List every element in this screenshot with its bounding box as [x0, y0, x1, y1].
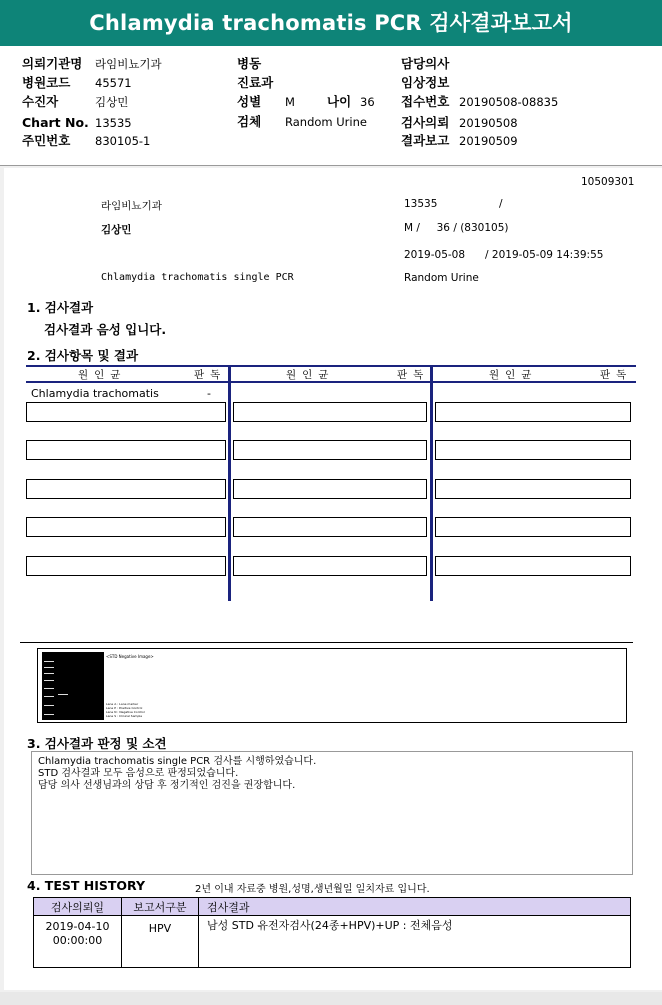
- opinion-box: [31, 751, 633, 875]
- result-cell: [435, 440, 631, 460]
- col-head-pathogen: 원인균: [78, 369, 127, 381]
- header-value: M: [285, 95, 295, 109]
- report-clinic: 라임비뇨기과: [101, 200, 162, 212]
- report-specimen: Random Urine: [404, 272, 479, 284]
- header-label: 병원코드: [22, 75, 71, 90]
- header-label: 접수번호: [401, 94, 450, 109]
- report-sex-age: M / 36 / (830105): [404, 222, 509, 234]
- header-value: 20190508-08835: [459, 95, 559, 109]
- age-value: 36: [360, 95, 375, 109]
- header-label: 검사의뢰: [401, 115, 450, 130]
- result-cell: [233, 440, 427, 460]
- header-value: 김상민: [95, 95, 129, 109]
- report-code: 10509301: [581, 176, 635, 188]
- history-time: 00:00:00: [52, 934, 103, 947]
- column-divider: [228, 365, 231, 601]
- report-page: [4, 168, 662, 990]
- opinion-line: STD 검사결과 모두 음성으로 판정되었습니다.: [38, 768, 239, 779]
- gel-legend: Lane A : Lane marker: [106, 702, 139, 706]
- history-col-result: 검사결과: [199, 898, 631, 916]
- result-cell: [435, 402, 631, 422]
- history-note: 2년 이내 자료중 병원,성명,생년월일 일치자료 입니다.: [195, 884, 430, 895]
- header-row-doctor: [0, 55, 662, 73]
- gel-legend: Lane P : Positive Control: [106, 706, 143, 710]
- col-head-result: 판독: [397, 369, 430, 381]
- header-row-report-date: [0, 132, 662, 150]
- header-label: 진료과: [237, 75, 274, 90]
- report-title: Chlamydia trachomatis PCR 검사결과보고서: [0, 0, 662, 46]
- history-col-date: 검사의뢰일: [34, 898, 122, 916]
- gel-legend: Lane N : Negative Control: [106, 710, 145, 714]
- result-cell: [26, 440, 226, 460]
- opinion-line: 담당 의사 선생님과의 상담 후 정기적인 검진을 권장합니다.: [38, 780, 296, 791]
- section1-heading: 1. 검사결과: [27, 300, 94, 315]
- result-cell: [233, 556, 427, 576]
- result-cell: [26, 402, 226, 422]
- result-cell: [26, 517, 226, 537]
- bottom-bar: [0, 992, 662, 1005]
- header-value: 20190508: [459, 116, 518, 130]
- section1-result: 검사결과 음성 입니다.: [44, 322, 167, 337]
- opinion-line: Chlamydia trachomatis single PCR 검사를 시행하였습니다.: [38, 756, 317, 767]
- header-label: 병동: [237, 56, 262, 71]
- header-label: 주민번호: [22, 133, 71, 148]
- report-slash: /: [499, 198, 503, 210]
- pathogen-name: Chlamydia trachomatis: [31, 387, 159, 400]
- report-chart-no: 13535: [404, 198, 438, 210]
- header-row-clinical-info: [0, 74, 662, 92]
- header-value: 830105-1: [95, 134, 151, 148]
- history-type: HPV: [122, 916, 199, 968]
- report-test-name: Chlamydia trachomatis single PCR: [101, 272, 294, 283]
- header-label: 수진자: [22, 94, 59, 109]
- section2-heading: 2. 검사항목 및 결과: [27, 348, 139, 363]
- header-label: 의뢰기관명: [22, 56, 83, 71]
- table-row: [34, 916, 631, 968]
- age-label: 나이: [327, 94, 352, 109]
- gel-electrophoresis-image: [42, 652, 104, 720]
- history-col-type: 보고서구분: [122, 898, 199, 916]
- column-divider: [430, 365, 433, 601]
- section4-heading: 4. TEST HISTORY: [27, 878, 146, 893]
- result-cell: [26, 556, 226, 576]
- col-head-result: 판독: [600, 369, 633, 381]
- header-value: Random Urine: [285, 115, 367, 129]
- result-cell: [435, 556, 631, 576]
- history-date: 2019-04-10: [45, 920, 110, 933]
- header-label: 성별: [237, 94, 262, 109]
- history-result: 남성 STD 유전자검사(24종+HPV)+UP : 전체음성: [199, 916, 631, 968]
- history-table: [33, 897, 631, 968]
- header-value: 13535: [95, 116, 132, 130]
- header-label: 담당의사: [401, 56, 450, 71]
- gel-legend: Lane S : Clinical Sample: [106, 714, 143, 718]
- header-label: Chart No.: [22, 115, 89, 130]
- gel-image-frame: [37, 648, 627, 723]
- gel-caption: <STD Negative Image>: [106, 654, 154, 659]
- patient-header: [0, 46, 662, 166]
- pathogen-result: -: [207, 387, 211, 400]
- col-head-pathogen: 원인균: [489, 369, 538, 381]
- header-label: 검체: [237, 114, 262, 129]
- result-cell: [435, 517, 631, 537]
- result-cell: [435, 479, 631, 499]
- section3-heading: 3. 검사결과 판정 및 소견: [27, 736, 167, 751]
- report-dates: 2019-05-08 / 2019-05-09 14:39:55: [404, 249, 604, 261]
- header-value: 20190509: [459, 134, 518, 148]
- result-cell: [233, 517, 427, 537]
- report-patient: 김상민: [101, 224, 132, 236]
- header-value: 라임비뇨기과: [95, 57, 162, 71]
- result-cell: [26, 479, 226, 499]
- header-label: 임상정보: [401, 75, 450, 90]
- header-value: 45571: [95, 76, 132, 90]
- section-divider: [20, 642, 633, 643]
- history-date-cell: [34, 916, 122, 968]
- result-cell: [233, 479, 427, 499]
- result-cell: [233, 402, 427, 422]
- header-row-request-date: [0, 114, 662, 132]
- col-head-result: 판독: [194, 369, 227, 381]
- header-label: 결과보고: [401, 133, 450, 148]
- col-head-pathogen: 원인균: [286, 369, 335, 381]
- header-row-receipt-no: [0, 93, 662, 111]
